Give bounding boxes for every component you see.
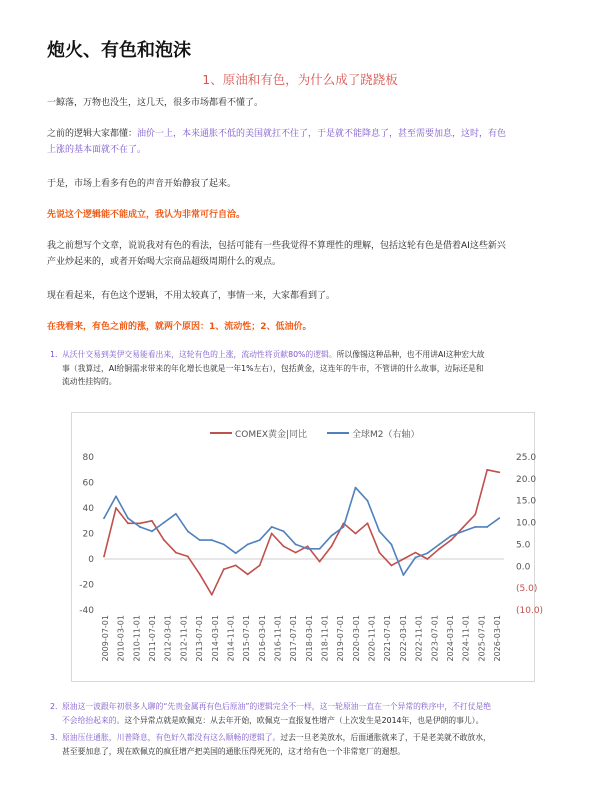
list-item-2-text: 这个异常点就是欧佩克：从去年开始，欧佩克一直报复性增产（上次发生是2014年，也是伊朗的事儿）。 [124, 715, 484, 725]
x-tick-label: 2025-07-01 [477, 615, 487, 662]
gold-data-point [175, 552, 177, 554]
x-tick-label: 2021-07-01 [383, 615, 393, 662]
paragraph-5 [47, 238, 557, 270]
gold-data-point [259, 564, 261, 566]
m2-data-point [127, 517, 129, 519]
list-item-3-text: 过去一旦老美放水，后面通胀就来了，于是老美就不敢放水， [280, 733, 491, 742]
right-tick-label: 0.0 [516, 562, 531, 573]
gold-data-point [486, 469, 488, 471]
right-tick-label: 15.0 [516, 496, 537, 507]
list-number: 2. [50, 702, 58, 711]
m2-data-point [259, 539, 261, 541]
list-number: 3. [50, 733, 58, 742]
paragraph-7-emphasis: 在我看来，有色之前的涨，就两个原因：1、流动性；2、低油价。 [47, 322, 312, 332]
gold-data-point [103, 556, 105, 558]
left-tick-label: 80 [82, 453, 94, 463]
gold-data-point [426, 558, 428, 560]
gold-data-point [462, 526, 464, 528]
gold-data-point [163, 539, 165, 541]
right-tick-label: 5.0 [516, 540, 531, 551]
gold-data-point [331, 545, 333, 547]
m2-data-point [103, 517, 105, 519]
x-tick-label: 2024-03-01 [445, 615, 455, 662]
gold-data-point [498, 471, 500, 473]
x-tick-label: 2024-11-01 [461, 615, 471, 662]
right-tick-label: (10.0) [516, 606, 544, 616]
gold-data-point [283, 545, 285, 547]
x-tick-label: 2010-11-01 [132, 615, 142, 662]
m2-data-point [343, 526, 345, 528]
list-item [50, 731, 557, 758]
x-tick-label: 2015-07-01 [242, 615, 252, 662]
right-tick-label: 10.0 [516, 518, 537, 529]
m2-data-point [379, 530, 381, 532]
x-tick-label: 2019-07-01 [336, 615, 346, 662]
gold-data-point [403, 558, 405, 560]
series-line-m2 [104, 488, 499, 575]
list-number: 1. [50, 350, 58, 359]
m2-data-point [331, 535, 333, 537]
gold-data-point [199, 573, 201, 575]
x-tick-label: 2012-03-01 [163, 615, 173, 662]
list-item-3-highlight: 原油压住通胀，川普降息，有色好久都没有这么顺畅的逻辑了。 [62, 733, 281, 742]
gold-data-point [367, 522, 369, 524]
x-tick-label: 2022-03-01 [398, 615, 408, 662]
m2-data-point [462, 530, 464, 532]
gold-data-point [151, 520, 153, 522]
gold-data-point [450, 539, 452, 541]
m2-data-point [235, 552, 237, 554]
m2-data-point [175, 513, 177, 515]
paragraph-2-highlight-cont: 上涨的基本面就不在了。 [47, 145, 147, 155]
gold-data-point [235, 564, 237, 566]
list-item-3-line2: 甚至要加息了，现在欧佩克的疯狂增产把美国的通胀压得死死的，这才给有色一个非常宽厂的遛想。 [62, 746, 406, 756]
gold-vs-m2-chart [72, 413, 544, 681]
gold-data-point [474, 513, 476, 515]
gold-data-point [438, 548, 440, 550]
gold-data-point [414, 552, 416, 554]
m2-data-point [139, 526, 141, 528]
m2-data-point [211, 539, 213, 541]
x-tick-label: 2018-11-01 [320, 615, 330, 662]
gold-data-point [319, 561, 321, 563]
paragraph-6: 现在看起来，有色这个逻辑，不用太较真了，事情一来，大家都看到了。 [47, 291, 336, 301]
m2-data-point [414, 557, 416, 559]
gold-data-point [127, 522, 129, 524]
x-tick-label: 2014-03-01 [210, 615, 220, 662]
paragraph-2-highlight: 油价一上，本来通胀不低的美国就扛不住了，于是就不能降息了，甚至需要加息，这时，有色 [137, 129, 507, 139]
m2-data-point [355, 487, 357, 489]
paragraph-5-line1: 我之前想写个文章，说说我对有色的看法，包括可能有一些我觉得不算理性的理解，包括这轮有色是借着AI这些新兴 [47, 241, 506, 251]
m2-data-point [403, 574, 405, 576]
gold-data-point [211, 594, 213, 596]
m2-data-point [151, 530, 153, 532]
list-item-1-text: 所以像锡这种品种，也不用讲AI这种宏大故 [336, 350, 485, 359]
m2-data-point [271, 526, 273, 528]
x-tick-label: 2020-03-01 [351, 615, 361, 662]
paragraph-5-line2: 产业炒起来的，或者开始喝大宗商品超级周期什么的观点。 [47, 257, 282, 267]
left-tick-label: -20 [79, 580, 94, 591]
m2-data-point [247, 544, 249, 546]
m2-data-point [115, 495, 117, 497]
left-tick-label: 0 [88, 555, 94, 565]
m2-data-point [307, 548, 309, 550]
x-tick-label: 2023-07-01 [430, 615, 440, 662]
gold-data-point [187, 556, 189, 558]
list-item [50, 348, 557, 389]
gold-data-point [295, 552, 297, 554]
gold-data-point [223, 568, 225, 570]
m2-data-point [295, 544, 297, 546]
right-tick-label: 25.0 [516, 453, 537, 463]
gold-data-point [355, 533, 357, 535]
m2-data-point [319, 548, 321, 550]
x-tick-label: 2016-03-01 [257, 615, 267, 662]
list-item-1-line3: 流动性挂钩的。 [62, 377, 117, 386]
paragraph-4-emphasis: 先说这个逻辑能不能成立，我认为非常可行自洽。 [47, 210, 246, 220]
m2-data-point [474, 526, 476, 528]
gold-data-point [307, 545, 309, 547]
m2-data-point [187, 530, 189, 532]
m2-data-point [498, 517, 500, 519]
paragraph-2-prefix: 之前的逻辑大家都懂： [47, 129, 138, 139]
list-item-1-line2: 事（我算过，AI给铜需求带来的年化增长也就是一年1%左右），包括黄金，这连年的牛市，不管讲的什么故事，边际还是和 [62, 363, 484, 373]
x-tick-label: 2011-07-01 [148, 615, 158, 662]
gold-data-point [139, 522, 141, 524]
list-item-2-highlight: 原油这一波跟年初很多人聊的“先贵金属再有色后原油”的逻辑完全不一样，这一轮原油一直在一个异常的秩序中，不打仗是绝 [62, 702, 492, 711]
x-tick-label: 2026-03-01 [493, 615, 502, 662]
gold-data-point [379, 552, 381, 554]
x-tick-label: 2009-07-01 [101, 615, 110, 662]
gold-data-point [391, 564, 393, 566]
series-line-gold [104, 470, 499, 595]
m2-data-point [486, 526, 488, 528]
gold-data-point [271, 533, 273, 535]
x-tick-label: 2013-07-01 [195, 615, 205, 662]
m2-data-point [163, 522, 165, 524]
list-item-1-highlight: 从沃什交易到美伊交易能看出来，这轮有色的上涨，流动性将贡献80%的逻辑。 [62, 350, 337, 359]
x-tick-label: 2014-11-01 [226, 615, 236, 662]
right-tick-label: 20.0 [516, 474, 537, 485]
x-tick-label: 2018-03-01 [304, 615, 314, 662]
x-tick-label: 2020-11-01 [367, 615, 377, 662]
gold-data-point [247, 573, 249, 575]
left-tick-label: 60 [82, 478, 94, 489]
paragraph-2 [47, 126, 557, 158]
legend-label-gold: COMEX黄金|同比 [235, 430, 308, 440]
x-tick-label: 2016-11-01 [273, 615, 283, 662]
m2-data-point [367, 500, 369, 502]
paragraph-1: 一鲸落，万物也没生，这几天，很多市场都看不懂了。 [47, 98, 264, 108]
m2-data-point [199, 539, 201, 541]
left-tick-label: -40 [79, 606, 94, 616]
chart-container [71, 412, 544, 682]
x-tick-label: 2010-03-01 [116, 615, 126, 662]
m2-data-point [426, 552, 428, 554]
x-tick-label: 2022-11-01 [414, 615, 424, 662]
m2-data-point [223, 544, 225, 546]
list-item [50, 700, 557, 727]
gold-data-point [115, 507, 117, 509]
m2-data-point [391, 544, 393, 546]
m2-data-point [438, 544, 440, 546]
left-tick-label: 40 [82, 504, 94, 514]
page-title: 炮火、有色和泡沫 [47, 40, 191, 61]
m2-data-point [283, 530, 285, 532]
left-tick-label: 20 [82, 529, 94, 540]
legend-label-m2: 全球M2（右轴） [352, 430, 420, 440]
right-tick-label: (5.0) [516, 584, 538, 595]
paragraph-3: 于是，市场上看多有色的声音开始静寂了起来。 [47, 179, 237, 189]
chart-legend [210, 428, 420, 440]
section-title: 1、原油和有色，为什么成了跷跷板 [202, 72, 398, 87]
m2-data-point [450, 535, 452, 537]
list-item-2-highlight-cont: 不会给抬起来的。 [62, 715, 125, 725]
x-tick-label: 2012-11-01 [179, 615, 189, 662]
x-tick-label: 2017-07-01 [289, 615, 299, 662]
